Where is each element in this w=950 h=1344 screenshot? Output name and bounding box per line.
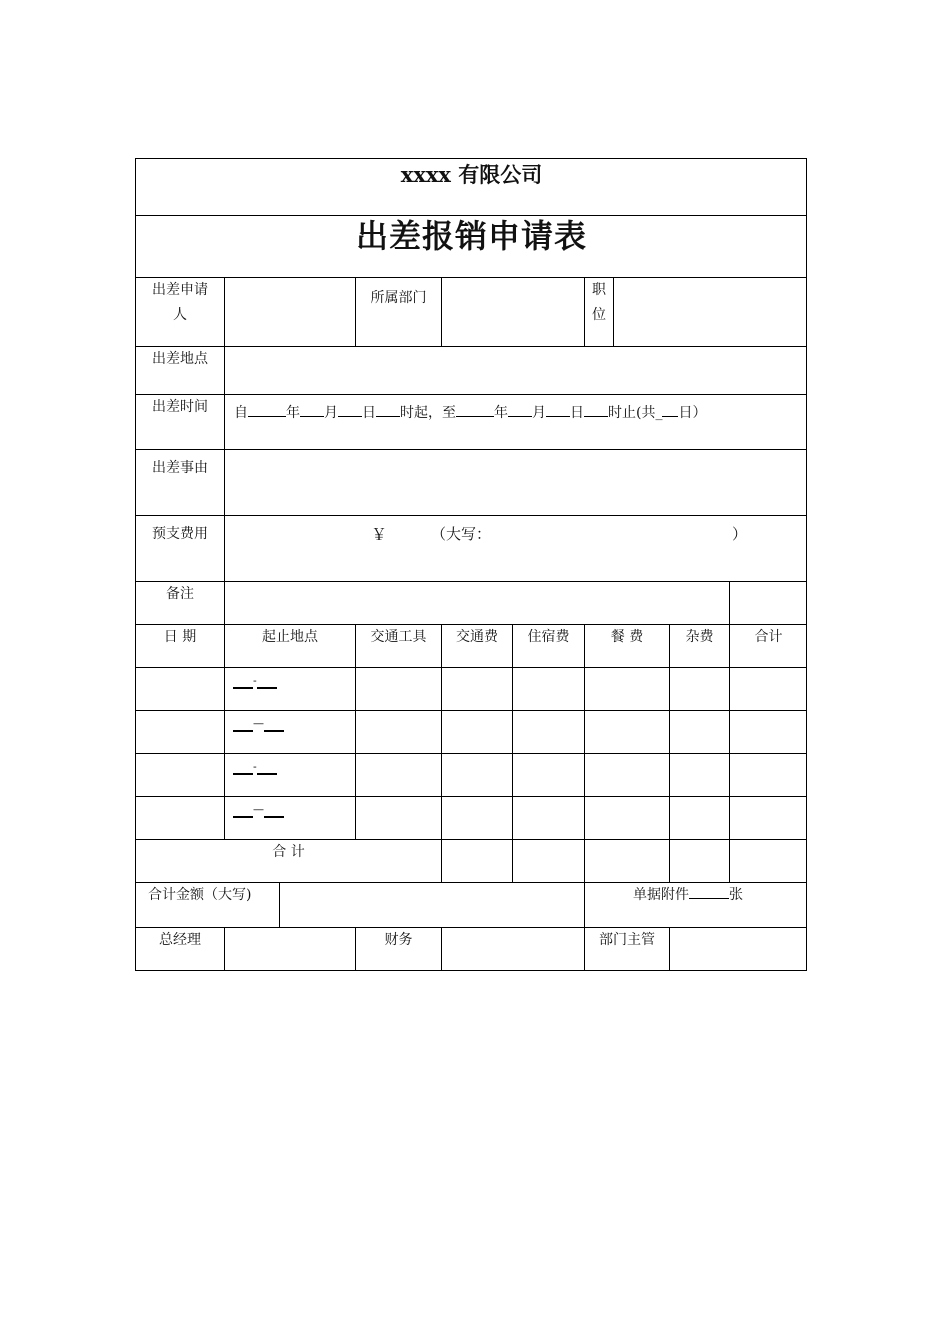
applicant-label-line2: 人 <box>173 307 187 323</box>
day-text: 日 <box>362 405 376 421</box>
year-text-2: 年 <box>494 405 508 421</box>
advance-label <box>135 515 224 581</box>
capital-close-text: ） <box>732 525 748 543</box>
expense-form <box>135 158 807 971</box>
table-row-4-cell[interactable] <box>729 796 807 839</box>
table-row-4-date[interactable] <box>135 796 224 839</box>
col-date <box>135 624 224 667</box>
remarks-label <box>135 581 224 624</box>
attachments-prefix: 单据附件 <box>633 887 689 903</box>
days-close-text: 日） <box>678 405 707 421</box>
time-total-text: 时止(共_ <box>608 405 663 421</box>
total-days-blank[interactable] <box>662 404 678 417</box>
table-row-4-route[interactable] <box>224 796 355 839</box>
time-label <box>135 394 224 449</box>
position-label-line1: 职 <box>592 282 606 298</box>
table-row-4-cell[interactable] <box>355 796 441 839</box>
total-amount-label-text: 合计金额（大写) <box>148 887 252 903</box>
finance-label-text: 财务 <box>384 932 413 948</box>
yen-sign: ￥ <box>371 525 388 544</box>
applicant-label-line1: 出差申请 <box>152 282 208 298</box>
time-from-text: 自 <box>234 405 248 421</box>
col-transport-fee-text: 交通费 <box>456 629 498 645</box>
table-row-4-cell[interactable] <box>512 796 584 839</box>
table-row-1-cell[interactable] <box>584 667 669 710</box>
table-row-4-cell[interactable] <box>441 796 512 839</box>
applicant-label <box>135 277 224 346</box>
attachments-suffix: 张 <box>729 887 743 903</box>
table-row-2-cell[interactable] <box>584 710 669 753</box>
department-label <box>355 277 441 346</box>
table-row-3-cell[interactable] <box>729 753 807 796</box>
col-transport-fee <box>441 624 512 667</box>
company-name-text: xxxx 有限公司 <box>400 162 543 187</box>
table-row-4-cell[interactable] <box>584 796 669 839</box>
table-row-1-cell[interactable] <box>512 667 584 710</box>
table-row-1-cell[interactable] <box>355 667 441 710</box>
table-row-2-cell[interactable] <box>512 710 584 753</box>
finance-signature-field[interactable] <box>441 927 584 971</box>
applicant-field[interactable] <box>224 277 355 346</box>
table-row-1-date[interactable] <box>135 667 224 710</box>
table-row-3-cell[interactable] <box>584 753 669 796</box>
subtotal-transport-fee[interactable] <box>441 839 512 882</box>
time-label-text: 出差时间 <box>152 399 208 415</box>
gm-label-text: 总经理 <box>159 932 201 948</box>
time-field[interactable] <box>224 394 807 449</box>
from-year-blank[interactable] <box>248 404 286 417</box>
to-day-blank[interactable] <box>546 404 570 417</box>
subtotal-label <box>135 839 441 882</box>
time-until-text: 时起，至 <box>400 405 456 421</box>
to-month-blank[interactable] <box>508 404 532 417</box>
table-row-2-cell[interactable] <box>729 710 807 753</box>
table-row-1-cell[interactable] <box>441 667 512 710</box>
route-separator: - <box>253 760 257 773</box>
table-row-2-cell[interactable] <box>669 710 729 753</box>
table-row-3-route[interactable] <box>224 753 355 796</box>
col-total <box>729 624 807 667</box>
col-lodging-fee <box>512 624 584 667</box>
department-label-text: 所属部门 <box>370 290 427 306</box>
subtotal-misc-fee[interactable] <box>669 839 729 882</box>
year-text: 年 <box>286 405 300 421</box>
gm-label <box>135 927 224 971</box>
advance-field[interactable] <box>224 515 807 581</box>
subtotal-meal-fee[interactable] <box>584 839 669 882</box>
dept-head-label-text: 部门主管 <box>599 932 655 948</box>
capital-open-text: （大写： <box>431 525 492 543</box>
table-row-1-cell[interactable] <box>729 667 807 710</box>
table-row-1-cell[interactable] <box>669 667 729 710</box>
col-transport-tool-text: 交通工具 <box>370 629 427 645</box>
route-separator: — <box>253 717 264 730</box>
col-route <box>224 624 355 667</box>
col-transport-tool <box>355 624 441 667</box>
col-total-text: 合计 <box>754 629 783 645</box>
table-row-2-date[interactable] <box>135 710 224 753</box>
reason-label-text: 出差事由 <box>152 460 208 476</box>
subtotal-label-text: 合 计 <box>272 844 305 860</box>
table-row-3-cell[interactable] <box>441 753 512 796</box>
attachments-cell[interactable] <box>584 882 807 927</box>
table-row-3-cell[interactable] <box>512 753 584 796</box>
route-separator: - <box>253 674 257 687</box>
col-route-text: 起止地点 <box>262 629 318 645</box>
month-text-2: 月 <box>532 405 546 421</box>
col-meal-fee <box>584 624 669 667</box>
table-row-3-cell[interactable] <box>669 753 729 796</box>
position-field[interactable] <box>613 277 807 346</box>
total-amount-field[interactable] <box>279 882 584 927</box>
day-text-2: 日 <box>570 405 584 421</box>
department-field[interactable] <box>441 277 584 346</box>
remarks-extra-cell[interactable] <box>729 581 807 624</box>
to-year-blank[interactable] <box>456 404 494 417</box>
table-row-3-date[interactable] <box>135 753 224 796</box>
location-label-text: 出差地点 <box>152 351 208 367</box>
from-month-blank[interactable] <box>300 404 324 417</box>
dept-head-label <box>584 927 669 971</box>
attachments-count-blank[interactable] <box>689 886 729 899</box>
to-hour-blank[interactable] <box>584 404 608 417</box>
remarks-field[interactable] <box>224 581 729 624</box>
company-name <box>135 158 807 215</box>
reason-field[interactable] <box>224 449 807 515</box>
reason-label <box>135 449 224 515</box>
subtotal-total[interactable] <box>729 839 807 882</box>
location-field[interactable] <box>224 346 807 394</box>
col-misc-fee-text: 杂费 <box>685 629 714 645</box>
dept-head-signature-field[interactable] <box>669 927 807 971</box>
table-row-2-cell[interactable] <box>441 710 512 753</box>
col-lodging-fee-text: 住宿费 <box>527 629 570 645</box>
col-meal-fee-text: 餐 费 <box>610 629 644 645</box>
finance-label <box>355 927 441 971</box>
from-day-blank[interactable] <box>338 404 362 417</box>
col-date-text: 日 期 <box>163 629 197 645</box>
table-row-2-route[interactable] <box>224 710 355 753</box>
table-row-2-cell[interactable] <box>355 710 441 753</box>
position-label-line2: 位 <box>592 307 606 323</box>
route-separator: — <box>253 803 264 816</box>
table-row-4-cell[interactable] <box>669 796 729 839</box>
location-label <box>135 346 224 394</box>
form-title-text: 出差报销申请表 <box>355 217 587 255</box>
gm-signature-field[interactable] <box>224 927 355 971</box>
table-row-3-cell[interactable] <box>355 753 441 796</box>
subtotal-lodging-fee[interactable] <box>512 839 584 882</box>
advance-label-text: 预支费用 <box>152 526 208 542</box>
total-amount-label <box>135 882 279 927</box>
remarks-label-text: 备注 <box>166 586 194 602</box>
form-title <box>135 215 807 277</box>
table-row-1-route[interactable] <box>224 667 355 710</box>
from-hour-blank[interactable] <box>376 404 400 417</box>
month-text: 月 <box>324 405 338 421</box>
col-misc-fee <box>669 624 729 667</box>
position-label <box>584 277 613 346</box>
